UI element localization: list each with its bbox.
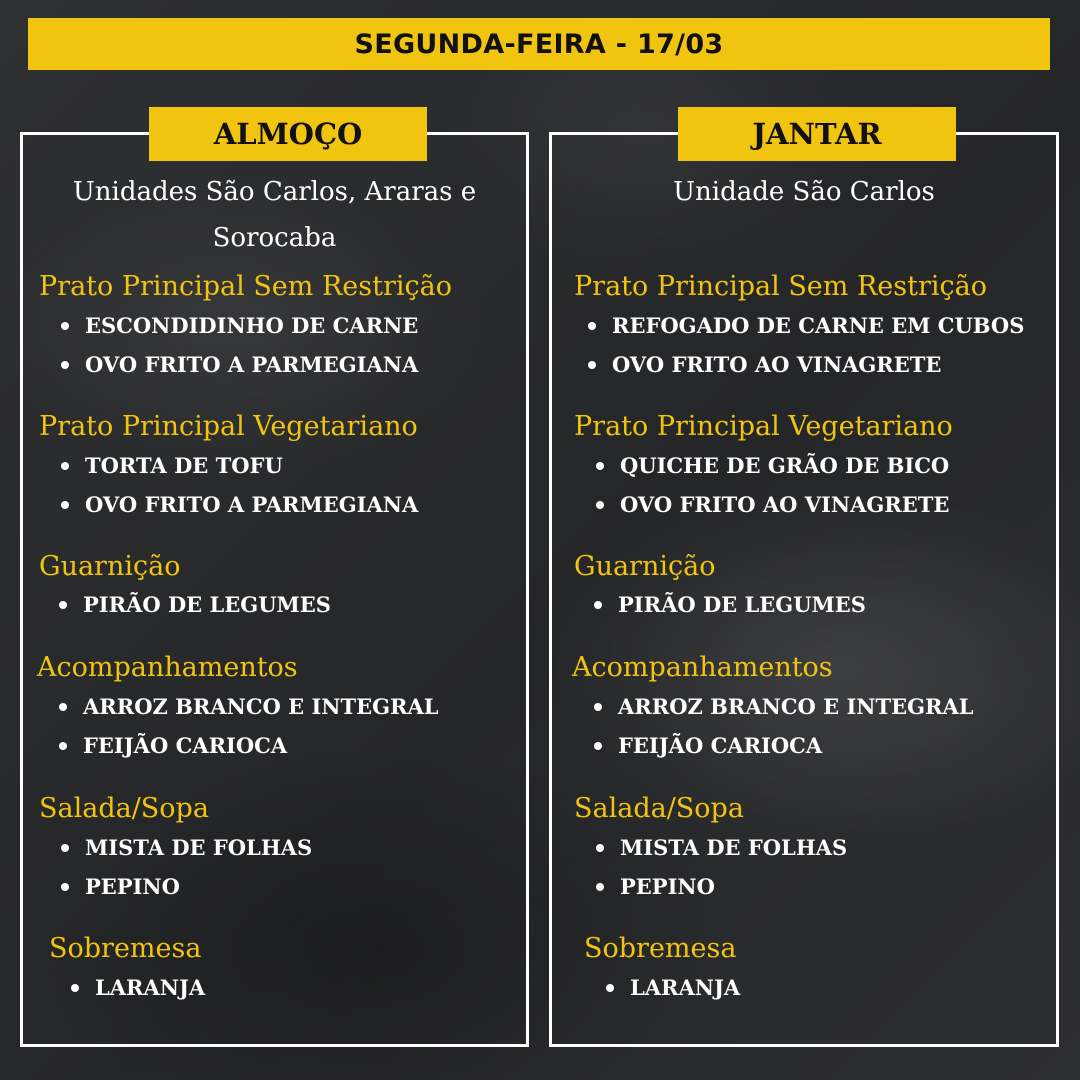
date-banner [28,18,1050,70]
bullet-icon [594,742,602,750]
lunch-side-list [59,585,331,624]
list-item: ESCONDIDINHO DE CARNE [61,306,418,345]
dinner-salad-list [596,828,847,906]
dinner-header [678,107,956,161]
list-item: QUICHE DE GRÃO DE BICO [596,446,949,485]
bullet-icon [59,601,67,609]
date-title: SEGUNDA-FEIRA - 17/03 [354,28,724,60]
bullet-icon [61,361,69,369]
list-item: ARROZ BRANCO E INTEGRAL [594,687,974,726]
dinner-acc-list [594,687,974,765]
list-item: OVO FRITO AO VINAGRETE [588,345,1024,384]
bullet-icon [61,322,69,330]
dinner-label: JANTAR [752,117,882,151]
bullet-icon [606,984,614,992]
bullet-icon [596,883,604,891]
bullet-icon [596,462,604,470]
list-item: PIRÃO DE LEGUMES [59,585,331,624]
lunch-veg-title: Prato Principal Vegetariano [39,411,418,442]
dinner-main-title: Prato Principal Sem Restrição [574,271,988,302]
lunch-veg-list [61,446,418,524]
list-item: LARANJA [606,968,740,1007]
lunch-acc-title: Acompanhamentos [37,652,298,683]
bullet-icon [596,501,604,509]
bullet-icon [588,322,596,330]
dinner-panel [549,117,1059,1047]
dinner-veg-list [596,446,949,524]
lunch-units: Unidades São Carlos, Araras e Sorocaba [72,177,477,253]
list-item: MISTA DE FOLHAS [596,828,847,867]
dinner-side-title: Guarnição [574,551,716,582]
list-item: PEPINO [61,867,312,906]
lunch-main-title: Prato Principal Sem Restrição [39,271,453,302]
dinner-dessert-list [606,968,740,1007]
list-item: PEPINO [596,867,847,906]
bullet-icon [59,742,67,750]
lunch-salad-title: Salada/Sopa [39,793,209,824]
list-item: FEIJÃO CARIOCA [594,726,974,765]
dinner-salad-title: Salada/Sopa [574,793,744,824]
dinner-side-list [594,585,866,624]
bullet-icon [59,703,67,711]
list-item: OVO FRITO AO VINAGRETE [596,485,949,524]
dinner-main-list [588,306,1024,384]
lunch-salad-list [61,828,312,906]
list-item: LARANJA [71,968,205,1007]
bullet-icon [61,844,69,852]
dinner-units: Unidade São Carlos [673,177,935,207]
dinner-acc-title: Acompanhamentos [572,652,833,683]
bullet-icon [594,703,602,711]
list-item: ARROZ BRANCO E INTEGRAL [59,687,439,726]
list-item: OVO FRITO A PARMEGIANA [61,345,418,384]
lunch-dessert-title: Sobremesa [49,933,202,964]
dinner-dessert-title: Sobremesa [584,933,737,964]
list-item: TORTA DE TOFU [61,446,418,485]
bullet-icon [61,462,69,470]
bullet-icon [594,601,602,609]
list-item: FEIJÃO CARIOCA [59,726,439,765]
list-item: OVO FRITO A PARMEGIANA [61,485,418,524]
bullet-icon [588,361,596,369]
lunch-dessert-list [71,968,205,1007]
dinner-veg-title: Prato Principal Vegetariano [574,411,953,442]
list-item: PIRÃO DE LEGUMES [594,585,866,624]
bullet-icon [61,501,69,509]
lunch-panel [20,117,529,1047]
lunch-header [149,107,427,161]
lunch-main-list [61,306,418,384]
lunch-acc-list [59,687,439,765]
lunch-side-title: Guarnição [39,551,181,582]
bullet-icon [596,844,604,852]
list-item: MISTA DE FOLHAS [61,828,312,867]
bullet-icon [71,984,79,992]
lunch-label: ALMOÇO [213,117,363,151]
list-item: REFOGADO DE CARNE EM CUBOS [588,306,1024,345]
bullet-icon [61,883,69,891]
